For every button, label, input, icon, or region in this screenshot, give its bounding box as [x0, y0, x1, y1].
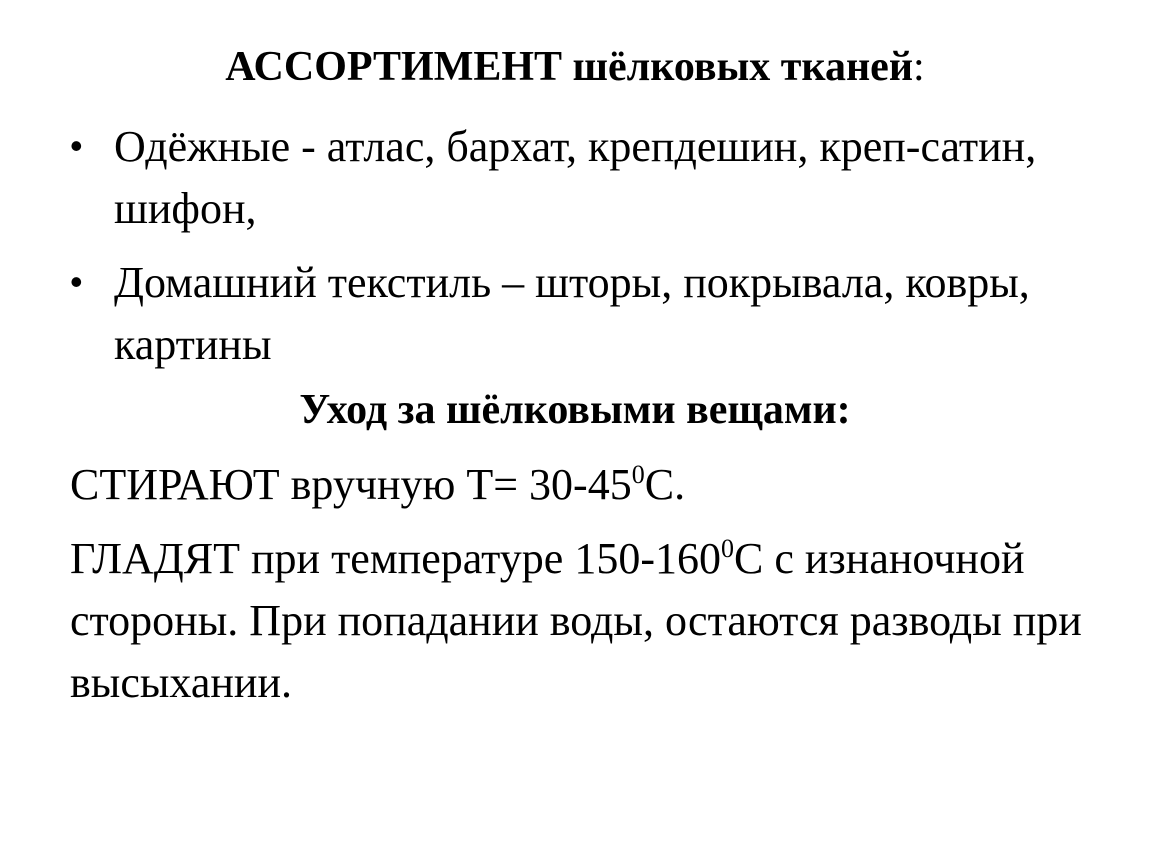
ironing-text: ГЛАДЯТ при температуре 150-160: [70, 534, 721, 583]
washing-unit: С.: [644, 460, 686, 509]
washing-degree-sup: 0: [631, 460, 645, 489]
slide-title: [0, 42, 1150, 92]
ironing-paragraph: [70, 528, 1110, 714]
washing-paragraph: [70, 454, 1110, 516]
bullet-icon: •: [70, 125, 83, 166]
bullet-icon: •: [70, 261, 83, 302]
ironing-degree-sup: 0: [720, 534, 734, 563]
slide-title-text: АССОРТИМЕНТ шёлковых тканей: [225, 44, 914, 90]
bullet-item-clothing: [70, 116, 1090, 240]
ironing-suffix: С с изнаночной стороны. При попадании воды, остаются разводы при высыхании.: [70, 534, 1082, 707]
care-heading: Уход за шёлковыми вещами:: [299, 387, 851, 433]
slide-title-colon: :: [913, 44, 925, 90]
bullet-text-clothing: Одёжные - атлас, бархат, крепдешин, креп-сатин, шифон,: [114, 122, 1037, 233]
bullet-item-home-textile: [70, 252, 1090, 376]
bullet-text-home-textile: Домашний текстиль – шторы, покрывала, ковры, картины: [114, 258, 1030, 369]
washing-text: СТИРАЮТ вручную Т= 30-45: [70, 460, 632, 509]
